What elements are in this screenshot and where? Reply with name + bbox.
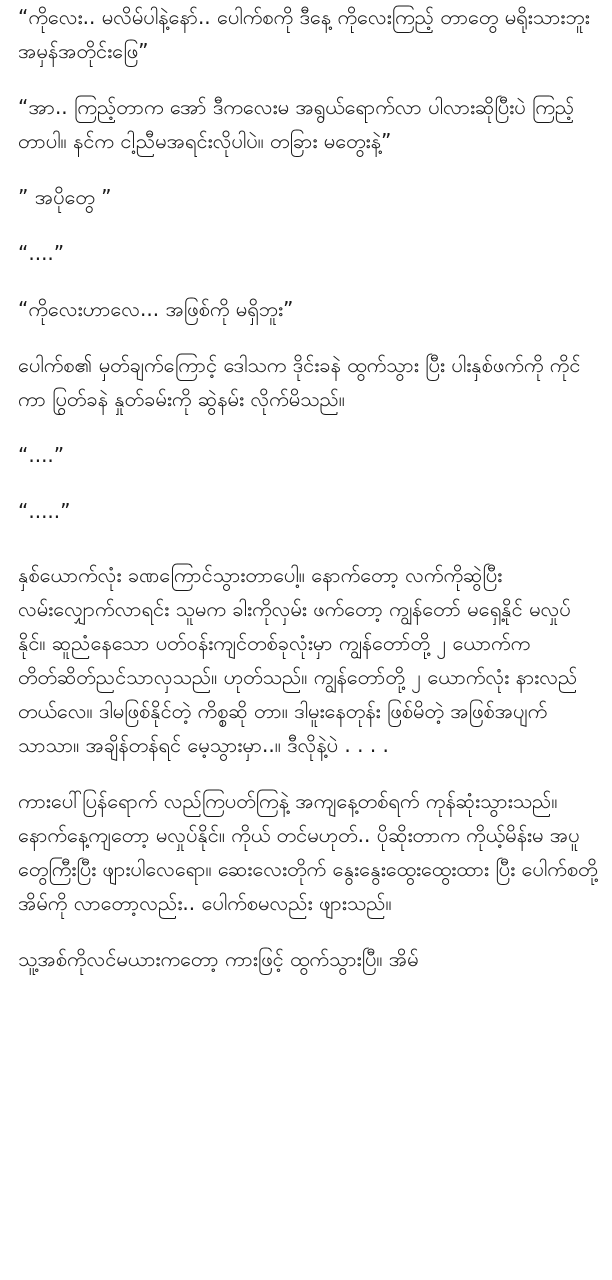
narration-paragraph: ကားပေါ်ပြန်ရောက် လည်ကြပတ်ကြနဲ့ အကျနေ့တစ်ရက် ကုန်ဆုံးသွားသည်။ နောက်နေ့ကျတော့ မလှုပ်နိုင်။ ကိုယ် တင်မဟုတ်.. ပိုဆိုးတာက ကိုယ့်မိန်းမ အပူတွေကြီးပြီး ဖျားပါလေရော။ ဆေးလေးတိုက် နွေးနွေးထွေးထွေးထား ပြီး ပေါက်စတို့အိမ်ကို လာတော့လည်း.. ပေါက်စမလည်း ဖျားသည်။: [18, 789, 598, 915]
dialogue-paragraph: “ကိုလေးဟာလေ... အဖြစ်ကို မရှိဘူး”: [18, 297, 294, 321]
dialogue-paragraph: “....”: [18, 443, 65, 467]
narration-paragraph: ပေါက်စ၏ မှတ်ချက်ကြောင့် ဒေါသက ဒိုင်းခနဲ ထွက်သွား ပြီး ပါးနှစ်ဖက်ကို ကိုင်ကာ ပြွတ်ခနဲ နှုတ်ခမ်းကို ဆွဲနမ်း လိုက်မိသည်။: [18, 353, 581, 411]
dialogue-paragraph: “....”: [18, 241, 65, 265]
dialogue-paragraph: “အာ.. ကြည့်တာက အော် ဒီကလေးမ အရွယ်ရောက်လာ ပါလားဆိုပြီးပဲ ကြည့်တာပါ။ နင်က ငါ့ညီမအရင်းလိုပါပဲ။ တခြား မတွေးနဲ့”: [18, 95, 575, 153]
narration-paragraph: နှစ်ယောက်လုံး ခဏကြောင်သွားတာပေါ့။ နောက်တော့ လက်ကိုဆွဲပြီး လမ်းလျှောက်လာရင်း သူမက ခါးကိုလှမ်း ဖက်တော့ ကျွန်တော် မရှေ့နိုင် မလှုပ်နိုင်။ ဆူညံနေသော ပတ်ဝန်းကျင်တစ်ခုလုံးမှာ ကျွန်တော်တို့ ၂ ယောက်က တိတ်ဆိတ်ညင်သာလှသည်။ ဟုတ်သည်။ ကျွန်တော်တို့ ၂ ယောက်လုံး နားလည်တယ်လေ။ ဒါမဖြစ်နိုင်တဲ့ ကိစ္စဆို တာ။ ဒါမူးနေတုန်း ဖြစ်မိတဲ့ အဖြစ်အပျက်သာသာ။ အချိန်တန်ရင် မေ့သွားမှာ..။ ဒီလိုနဲ့ပဲ . . . .: [18, 563, 578, 757]
dialogue-paragraph: ” အပိုတွေ ”: [18, 185, 112, 209]
dialogue-paragraph: “ကိုလေး.. မလိမ်ပါနဲ့နော်.. ပေါက်စကို ဒီနေ့ ကိုလေးကြည့် တာတွေ မရိုးသားဘူး အမှန်အတိုင်းဖြေ”: [18, 5, 590, 63]
dialogue-paragraph: “.....”: [18, 499, 71, 523]
narration-paragraph: သူ့အစ်ကိုလင်မယားကတော့ ကားဖြင့် ထွက်သွားပြီ။ အိမ်: [18, 947, 419, 971]
